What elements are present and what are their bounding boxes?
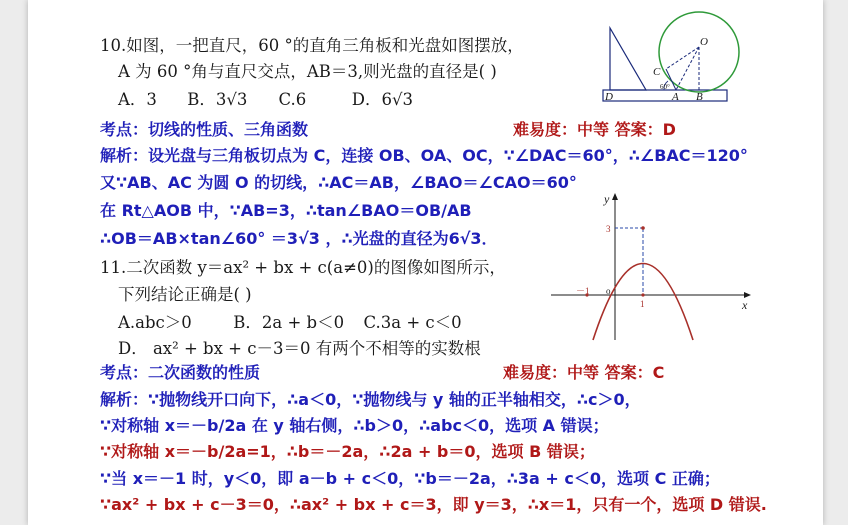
q11-line1: 11.二次函数 y＝ax² + bx + c(a≠0)的图像如图所示， bbox=[100, 258, 506, 277]
label-a: A bbox=[672, 91, 679, 103]
label-b: B bbox=[696, 91, 703, 103]
q11-kaodian: 考点：二次函数的性质 bbox=[100, 363, 261, 382]
q11-analysis-1: 解析：∵抛物线开口向下，∴a＜0，∵抛物线与 y 轴的正半轴相交，∴c＞0， bbox=[100, 390, 641, 409]
q10-option-c: C.6 bbox=[278, 90, 307, 109]
q11-analysis-2: ∵对称轴 x＝－b/2a 在 y 轴右侧，∴b＞0，∴abc＜0，选项 A 错误； bbox=[100, 416, 609, 435]
q11-options-abc bbox=[118, 309, 462, 333]
line-oc bbox=[666, 47, 699, 69]
q11-option-c: C.3a + c＜0 bbox=[363, 313, 462, 332]
origin-label: o bbox=[606, 286, 611, 296]
q10-options bbox=[118, 86, 413, 110]
y-label: y bbox=[604, 192, 610, 206]
q10-option-d: D．6√3 bbox=[351, 90, 413, 109]
q11-option-a: A.abc＞0 bbox=[118, 313, 192, 332]
q10-figure bbox=[598, 5, 758, 105]
q11-analysis-5: ∵ax² + bx + c－3＝0，∴ax² + bx + c＝3，即 y＝3，∴x＝1，只有一个，选项 D 错误. bbox=[100, 495, 767, 514]
label-angle: 60° bbox=[660, 83, 670, 91]
q10-analysis-3: 在 Rt△AOB 中，∵AB=3，∴tan∠BAO＝OB/AB bbox=[100, 201, 472, 220]
q10-kaodian: 考点：切线的性质、三角函数 bbox=[100, 120, 309, 139]
q11-line2: 下列结论正确是( ) bbox=[118, 285, 252, 304]
q10-analysis-4: ∴OB＝AB×tan∠60° ＝3√3 ，∴光盘的直径为6√3． bbox=[100, 229, 498, 248]
q10-difficulty-answer: 难易度：中等 答案：D bbox=[513, 120, 676, 139]
label-o: O bbox=[700, 36, 708, 48]
q10-line1: 10.如图，一把直尺，60 °的直角三角板和光盘如图摆放， bbox=[100, 36, 524, 55]
y-axis-arrow bbox=[612, 193, 618, 200]
label-c: C bbox=[653, 66, 661, 78]
tick-neg1: －1 bbox=[576, 286, 590, 296]
q10-analysis-1: 解析：设光盘与三角板切点为 C，连接 OB、OA、OC，∵∠DAC＝60°，∴∠BAC＝120° bbox=[100, 146, 748, 165]
point-1 bbox=[641, 293, 644, 296]
vertex-point bbox=[641, 226, 645, 230]
q11-graph bbox=[546, 188, 756, 343]
tick-3: 3 bbox=[606, 224, 611, 234]
q11-option-d: D． ax² + bx + c－3＝0 有两个不相等的实数根 bbox=[118, 339, 481, 358]
q11-analysis-3: ∵对称轴 x＝－b/2a=1，∴b＝－2a，∴2a + b＝0，选项 B 错误； bbox=[100, 442, 595, 461]
triangle bbox=[610, 28, 646, 90]
q11-analysis-4: ∵当 x＝－1 时，y＜0，即 a－b + c＜0，∵b＝－2a，∴3a + c＜0，选项 C 正确； bbox=[100, 469, 720, 488]
tick-1: 1 bbox=[640, 299, 645, 309]
line-oa bbox=[676, 47, 699, 90]
q11-difficulty-answer: 难易度：中等 答案：C bbox=[503, 363, 665, 382]
q11-option-b: B．2a + b＜0 bbox=[233, 313, 345, 332]
q10-option-a: A．3 bbox=[118, 90, 157, 109]
q10-option-b: B．3√3 bbox=[187, 90, 248, 109]
q10-line2: A 为 60 °角与直尺交点，AB＝3,则光盘的直径是( ) bbox=[118, 62, 497, 81]
q10-analysis-2: 又∵AB、AC 为圆 O 的切线，∴AC＝AB，∠BAO＝∠CAO＝60° bbox=[100, 173, 577, 192]
label-d: D bbox=[605, 91, 613, 103]
document-page bbox=[28, 0, 823, 525]
x-label: x bbox=[742, 298, 748, 312]
